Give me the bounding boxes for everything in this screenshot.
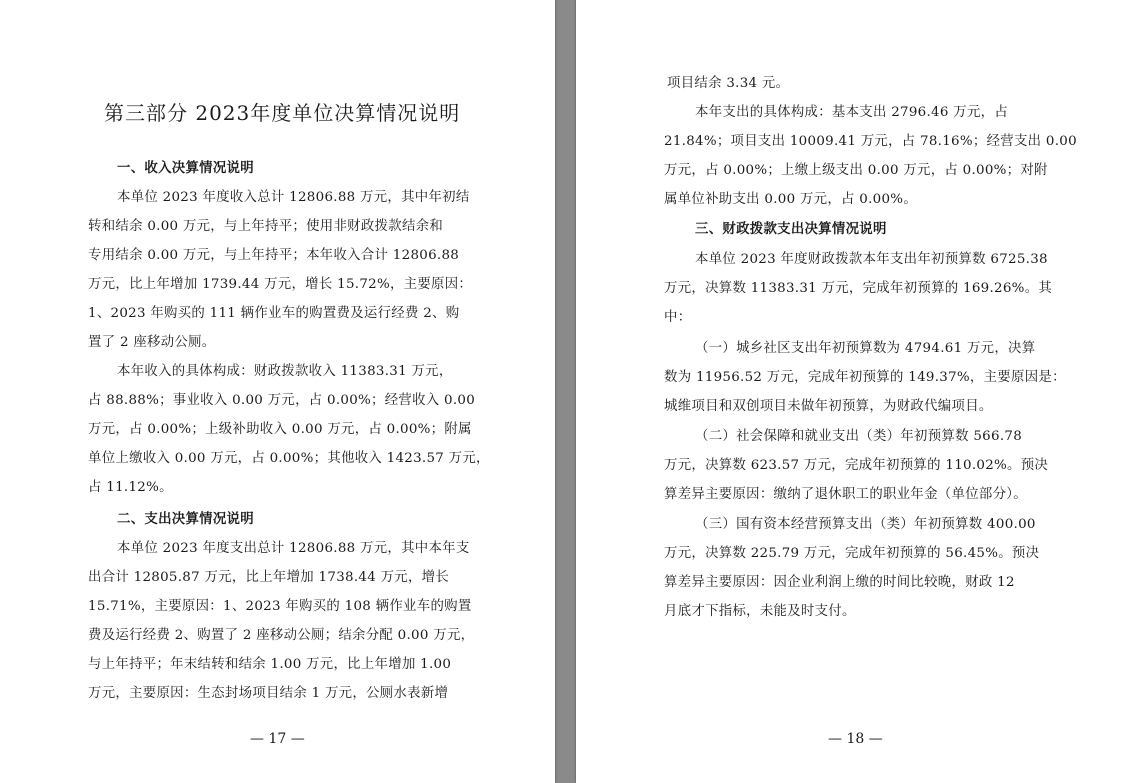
document-page-left <box>0 0 555 783</box>
paragraph-line: 万元，决算数 11383.31 万元，完成年初预算的 169.26%。其 <box>664 281 1053 296</box>
paragraph-line: 15.71%，主要原因：1、2023 年购买的 108 辆作业车的购置 <box>88 599 472 614</box>
paragraph-line: 转和结余 0.00 万元，与上年持平；使用非财政拨款结余和 <box>88 219 444 234</box>
paragraph-line: 算差异主要原因：因企业利润上缴的时间比较晚，财政 12 <box>664 575 1015 590</box>
document-page-right <box>576 0 1131 783</box>
section-heading-income: 一、收入决算情况说明 <box>117 160 254 176</box>
paragraph-line: 费及运行经费 2、购置了 2 座移动公厕；结余分配 0.00 万元， <box>88 628 475 643</box>
paragraph-line: 算差异主要原因：缴纳了退休职工的职业年金（单位部分）。 <box>664 487 1027 502</box>
paragraph-line: （二）社会保障和就业支出（类）年初预算数 566.78 <box>695 429 1023 444</box>
paragraph-line: 专用结余 0.00 万元，与上年持平；本年收入合计 12806.88 <box>88 248 460 263</box>
paragraph-line: 本单位 2023 年度支出总计 12806.88 万元，其中本年支 <box>117 541 470 556</box>
paragraph-line: 置了 2 座移动公厕。 <box>88 335 216 350</box>
paragraph-line: 属单位补助支出 0.00 万元，占 0.00%。 <box>664 192 918 207</box>
section-heading-expenditure: 二、支出决算情况说明 <box>117 511 254 527</box>
section-heading-fiscal: 三、财政拨款支出决算情况说明 <box>695 221 887 237</box>
paragraph-line: 城维项目和双创项目未做年初预算，为财政代编项目。 <box>664 399 993 414</box>
paragraph-line: 21.84%；项目支出 10009.41 万元，占 78.16%；经营支出 0.00 <box>664 134 1077 149</box>
paragraph-line: 万元，决算数 225.79 万元，完成年初预算的 56.45%。预决 <box>664 546 1040 561</box>
paragraph-line: 1、2023 年购买的 111 辆作业车的购置费及运行经费 2、购 <box>88 306 460 321</box>
paragraph-line: 万元，主要原因：生态封场项目结余 1 万元，公厕水表新增 <box>88 686 449 701</box>
paragraph-line: 本单位 2023 年度财政拨款本年支出年初预算数 6725.38 <box>695 252 1048 267</box>
page-number: — 17 — <box>250 731 305 747</box>
paragraph-line: （一）城乡社区支出年初预算数为 4794.61 万元，决算 <box>695 341 1036 356</box>
paragraph-line: 万元，占 0.00%；上缴上级支出 0.00 万元，占 0.00%；对附 <box>664 163 1048 178</box>
paragraph-line: 与上年持平；年末结转和结余 1.00 万元，比上年增加 1.00 <box>88 657 452 672</box>
paragraph-line: 中： <box>664 310 692 325</box>
paragraph-line: 本年收入的具体构成：财政拨款收入 11383.31 万元， <box>117 364 453 379</box>
paragraph-line: 单位上缴收入 0.00 万元，占 0.00%；其他收入 1423.57 万元， <box>88 451 490 466</box>
paragraph-line: 项目结余 3.34 元。 <box>667 76 790 91</box>
paragraph-line: （三）国有资本经营预算支出（类）年初预算数 400.00 <box>695 517 1036 532</box>
page-title: 第三部分 2023年度单位决算情况说明 <box>104 101 461 125</box>
paragraph-line: 本年支出的具体构成：基本支出 2796.46 万元，占 <box>695 105 1009 120</box>
paragraph-line: 万元，比上年增加 1739.44 万元，增长 15.72%，主要原因： <box>88 277 473 292</box>
paragraph-line: 占 88.88%；事业收入 0.00 万元，占 0.00%；经营收入 0.00 <box>88 393 476 408</box>
paragraph-line: 本单位 2023 年度收入总计 12806.88 万元，其中年初结 <box>117 190 470 205</box>
paragraph-line: 占 11.12%。 <box>88 480 173 495</box>
paragraph-line: 万元，占 0.00%；上级补助收入 0.00 万元，占 0.00%；附属 <box>88 422 472 437</box>
page-number: — 18 — <box>828 731 883 747</box>
paragraph-line: 万元，决算数 623.57 万元，完成年初预算的 110.02%。预决 <box>664 458 1049 473</box>
paragraph-line: 月底才下指标，未能及时支付。 <box>664 604 856 619</box>
paragraph-line: 数为 11956.52 万元，完成年初预算的 149.37%，主要原因是： <box>664 370 1066 385</box>
paragraph-line: 出合计 12805.87 万元，比上年增加 1738.44 万元，增长 <box>88 570 450 585</box>
